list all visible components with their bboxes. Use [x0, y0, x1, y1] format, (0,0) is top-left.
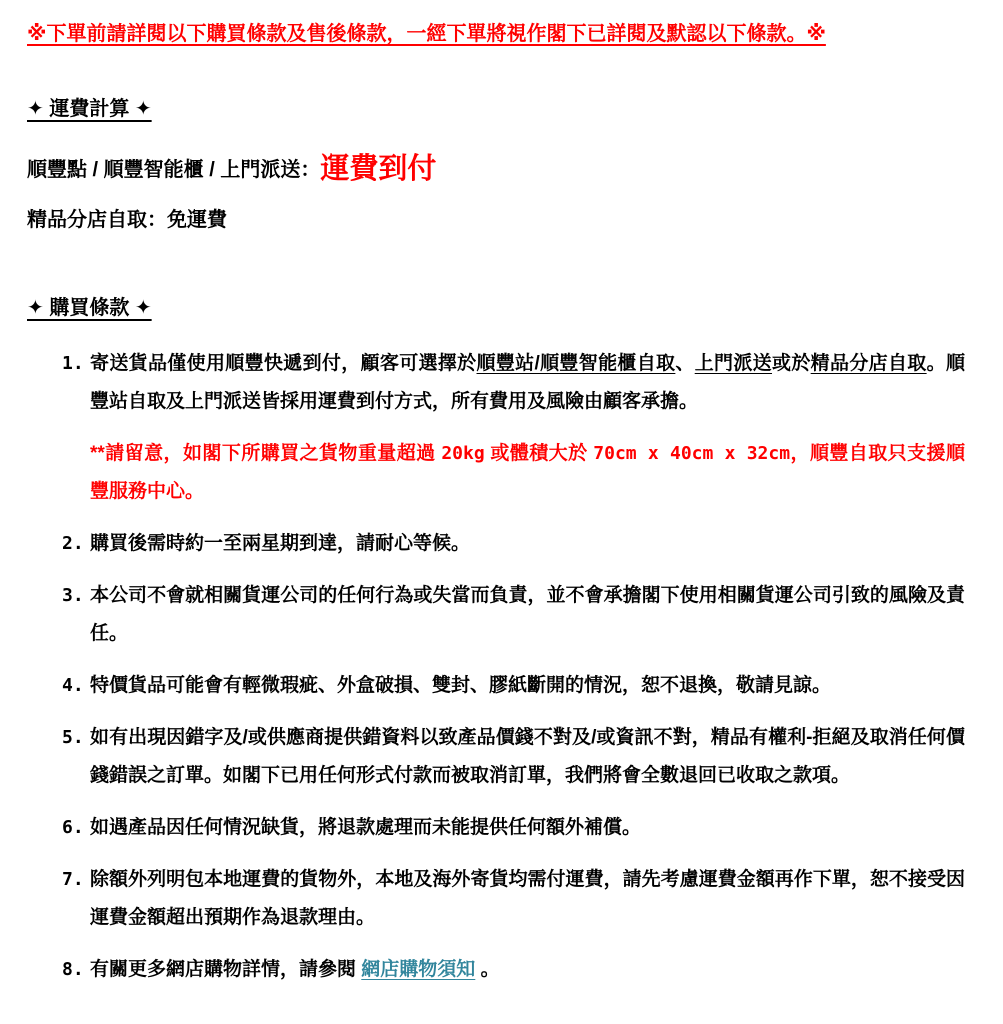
term-body-3: [90, 577, 965, 653]
term-text-5: 如有出現因錯字及/或供應商提供錯資料以致產品價錢不對及/或資訊不對，精品有權利-拒絕及取消任何價錢錯誤之訂單。如閣下已用任何形式付款而被取消訂單，我們將會全數退回已收取之款項。: [90, 727, 965, 786]
order-notice: ※下單前請詳閱以下購買條款及售後條款，一經下單將視作閣下已詳閱及默認以下條款。※: [27, 23, 826, 45]
note-segment: **請留意，如閣下所購買之貨物重量超過: [90, 443, 442, 464]
term8-segment: 。: [475, 959, 500, 980]
term-text-1: [90, 345, 965, 421]
term-item-7: [62, 861, 976, 937]
note-dimensions-value: 70cm x 40cm x 32cm: [593, 443, 791, 464]
term-number-1: 1.: [62, 353, 84, 374]
shop-guide-link[interactable]: 網店購物須知: [361, 959, 476, 980]
term1-underline-home-delivery: 上門派送: [694, 353, 773, 374]
term-item-3: [62, 577, 976, 653]
term-text-2: 購買後需時約一至兩星期到達，請耐心等候。: [90, 533, 471, 554]
term-text-6: 如遇產品因任何情況缺貨，將退款處理而未能提供任何額外補償。: [90, 817, 642, 838]
shipping-methods-prefix: 順豐點 / 順豐智能櫃 / 上門派送：: [27, 159, 321, 181]
term-number-7: 7.: [62, 869, 84, 890]
term-number-8: 8.: [62, 959, 84, 980]
freight-collect-highlight: 運費到付: [320, 153, 437, 185]
term-number-5: 5.: [62, 727, 84, 748]
term1-segment: 、: [675, 353, 695, 374]
term-number-4: 4.: [62, 675, 84, 696]
shipping-methods-line: [27, 152, 976, 187]
term-number-3: 3.: [62, 585, 84, 606]
term1-segment: 寄送貨品僅使用順豐快遞到付，顧客可選擇於: [90, 353, 477, 374]
purchase-terms-heading: ✦ 購買條款 ✦: [27, 297, 152, 319]
term-body-1: [90, 345, 965, 511]
term-body-4: [90, 667, 965, 705]
term-number-6: 6.: [62, 817, 84, 838]
term1-segment: 或於: [772, 353, 811, 374]
terms-list: [27, 345, 976, 989]
term-text-8: [90, 951, 965, 989]
note-segment: 或體積大於: [484, 443, 594, 464]
term-body-7: [90, 861, 965, 937]
term-item-1: [62, 345, 976, 511]
term-text-4: 特價貨品可能會有輕微瑕疵、外盒破損、雙封、膠紙斷開的情況，恕不退換，敬請見諒。: [90, 675, 832, 696]
weight-limit-note: [90, 435, 965, 511]
term-item-6: [62, 809, 976, 847]
term-text-3: 本公司不會就相關貨運公司的任何行為或失當而負責，並不會承擔閣下使用相關貨運公司引致的風險及責任。: [90, 585, 965, 644]
note-weight-value: 20kg: [441, 443, 485, 464]
note-segment: ，順豐自取只支援順豐服務中心。: [90, 443, 965, 502]
shipping-fee-heading: ✦ 運費計算 ✦: [27, 98, 152, 120]
term-item-4: [62, 667, 976, 705]
term-item-5: [62, 719, 976, 795]
term-body-5: [90, 719, 965, 795]
term-number-2: 2.: [62, 533, 84, 554]
store-pickup-line: 精品分店自取：免運費: [27, 209, 227, 231]
term-item-8: [62, 951, 976, 989]
term-text-7: 除額外列明包本地運費的貨物外，本地及海外寄貨均需付運費，請先考慮運費金額再作下單，恕不接受因運費金額超出預期作為退款理由。: [90, 869, 965, 928]
term8-segment: 有關更多網店購物詳情，請參閱: [90, 959, 362, 980]
term-body-8: [90, 951, 965, 989]
term1-segment: 。順豐站自取及上門派送皆採用運費到付方式，所有費用及風險由顧客承擔。: [90, 353, 965, 412]
term1-underline-store-pickup: 精品分店自取: [810, 353, 927, 374]
term-body-2: [90, 525, 965, 563]
term-item-2: [62, 525, 976, 563]
term-body-6: [90, 809, 965, 847]
term1-underline-sf-station-pickup: 順豐站/順豐智能櫃自取: [476, 353, 676, 374]
